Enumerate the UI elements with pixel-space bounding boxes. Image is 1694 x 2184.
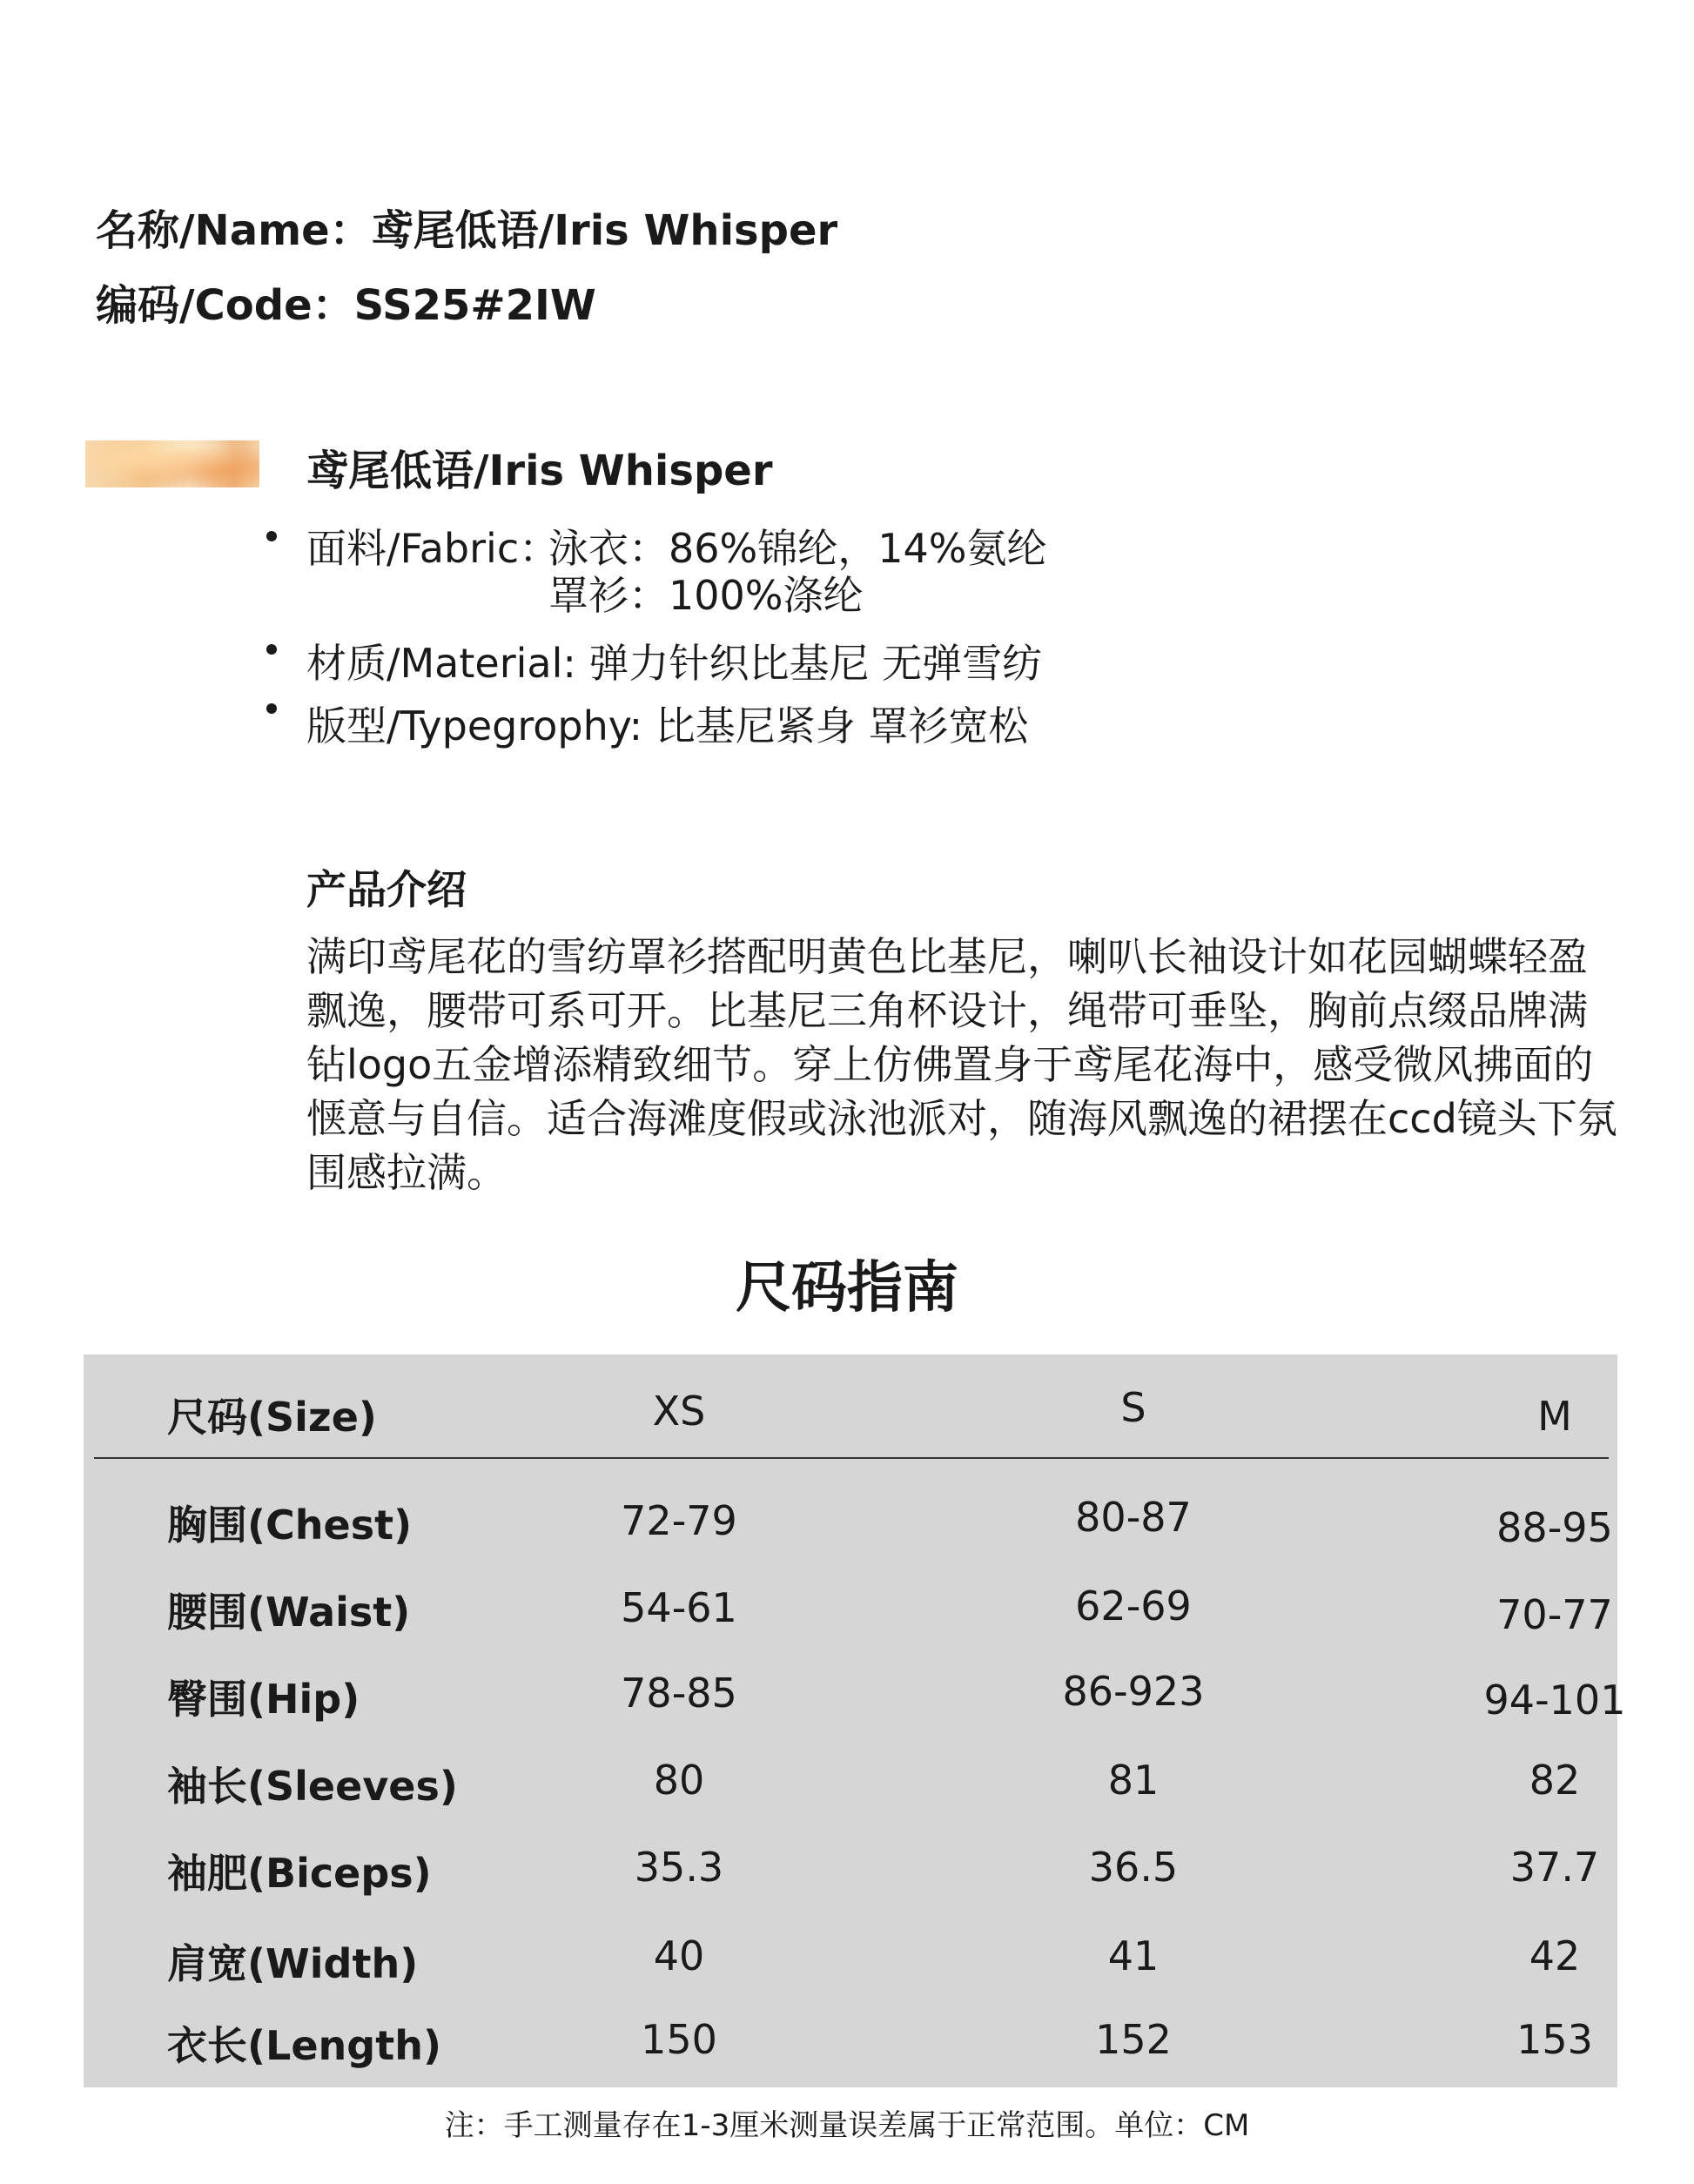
cell-biceps-xs: 35.3 [634,1844,724,1891]
row-label-width: 肩宽(Width) [167,1940,419,1987]
row-label-waist: 腰围(Waist) [167,1589,411,1636]
size-header-label: 尺码(Size) [167,1394,377,1441]
cell-waist-xs: 54-61 [621,1584,737,1631]
size-table [84,1354,1626,2087]
spec-fabric-label: 面料/Fabric： [306,525,560,572]
row-label-sleeves: 袖长(Sleeves) [167,1763,458,1810]
product-name-line: 名称/Name：鸢尾低语/Iris Whisper [96,206,838,255]
bullet-dot-icon [266,703,277,714]
size-header-m: M [1537,1393,1572,1440]
row-label-chest: 胸围(Chest) [167,1502,413,1549]
cell-hip-s: 86-923 [1062,1668,1205,1715]
bullet-dot-icon [266,531,277,541]
cell-chest-xs: 72-79 [621,1497,737,1544]
intro-body: 满印鸢尾花的雪纺罩衫搭配明黄色比基尼，喇叭长袖设计如花园蝴蝶轻盈飘逸，腰带可系可开。比基尼三角杯设计，绳带可垂坠，胸前点缀品牌满钻logo五金增添精致细节。穿上仿佛置身于鸢尾花海中，感受微风拂面的惬意与自信。适合海滩度假或泳池派对，随海风飘逸的裙摆在ccd镜头下氛围感拉满。 [306,933,1617,1196]
intro-title: 产品介绍 [306,866,467,913]
row-label-length: 衣长(Length) [167,2022,441,2069]
cell-hip-m: 94-101 [1483,1677,1626,1724]
cell-width-s: 41 [1107,1932,1160,1979]
bullet-dot-icon [266,644,277,655]
row-label-biceps: 袖肥(Biceps) [167,1850,432,1897]
cell-sleeves-m: 82 [1529,1757,1581,1804]
size-header-s: S [1120,1384,1146,1431]
cell-length-xs: 150 [641,2016,717,2063]
product-sub-title: 鸢尾低语/Iris Whisper [306,447,773,495]
spec-fabric-coverup: 罩衫：100%涤纶 [548,572,864,619]
measurement-note: 注：手工测量存在1-3厘米测量误差属于正常范围。单位：CM [444,2108,1250,2143]
spec-typegrophy: 版型/Typegrophy: 比基尼紧身 罩衫宽松 [306,702,1029,749]
cell-chest-m: 88-95 [1496,1504,1613,1551]
cell-hip-xs: 78-85 [621,1670,737,1717]
size-header-xs: XS [652,1388,706,1435]
cell-biceps-m: 37.7 [1509,1844,1600,1891]
table-divider [94,1457,1609,1459]
row-label-hip: 臀围(Hip) [167,1676,360,1723]
spec-material: 材质/Material: 弹力针织比基尼 无弹雪纺 [306,640,1043,687]
cell-length-m: 153 [1516,2016,1593,2063]
cell-waist-m: 70-77 [1496,1591,1613,1638]
product-code-line: 编码/Code：SS25#2IW [96,281,596,330]
spec-fabric-swimsuit: 泳衣：86%锦纶，14%氨纶 [548,525,1047,572]
cell-width-xs: 40 [653,1932,705,1979]
cell-sleeves-s: 81 [1107,1757,1160,1804]
fabric-swatch-icon [85,440,259,487]
cell-length-s: 152 [1095,2016,1172,2063]
cell-chest-s: 80-87 [1075,1494,1192,1541]
size-guide-title: 尺码指南 [736,1256,958,1320]
cell-sleeves-xs: 80 [653,1757,705,1804]
cell-biceps-s: 36.5 [1088,1844,1179,1891]
cell-waist-s: 62-69 [1075,1583,1192,1630]
cell-width-m: 42 [1529,1932,1581,1979]
